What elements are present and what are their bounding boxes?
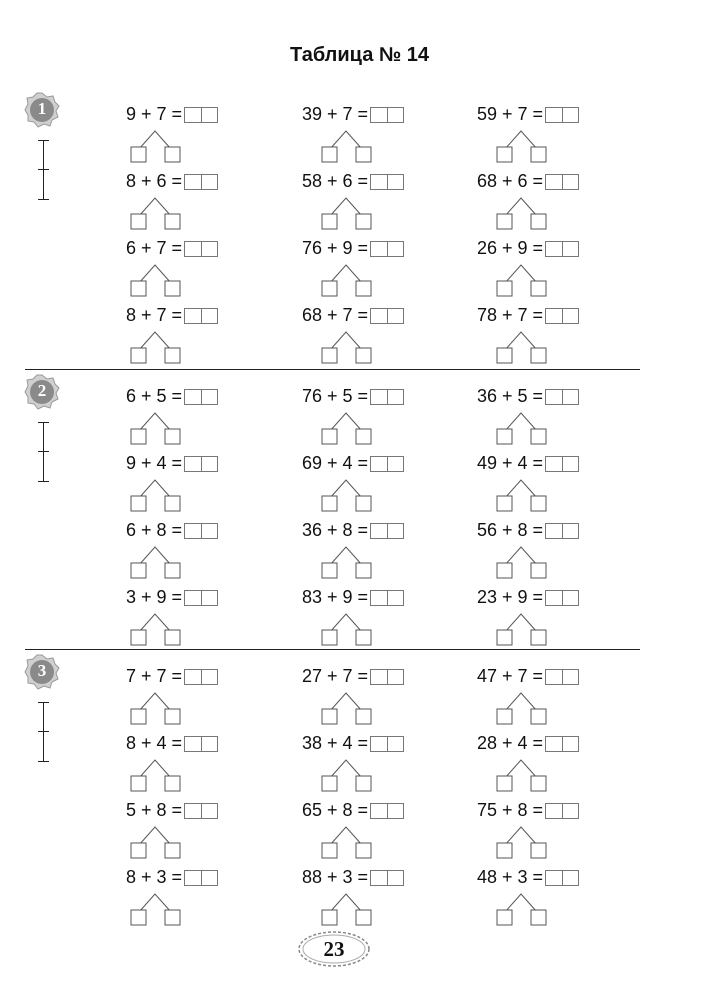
- addition-problem: [431, 239, 581, 299]
- addition-problem: [431, 306, 581, 366]
- addition-problem: [70, 454, 220, 514]
- split-box-left[interactable]: [497, 563, 512, 578]
- split-box-right[interactable]: [531, 281, 546, 296]
- problem-expression: 68 + 7 =: [301, 305, 368, 325]
- problem-expression: 58 + 6 =: [301, 171, 368, 191]
- addition-problem: [256, 387, 406, 447]
- split-box-left[interactable]: [497, 147, 512, 162]
- answer-boxes[interactable]: [545, 590, 579, 606]
- problem-expression: 56 + 8 =: [476, 520, 543, 540]
- split-box-right[interactable]: [356, 348, 371, 363]
- decomposition-diagram: [316, 478, 376, 512]
- problem-expression: 48 + 3 =: [476, 867, 543, 887]
- addition-problem: [431, 105, 581, 165]
- addition-problem: [431, 454, 581, 514]
- addition-problem: [70, 734, 220, 794]
- problem-expression: 65 + 8 =: [301, 800, 368, 820]
- split-box-right[interactable]: [356, 496, 371, 511]
- addition-problem: [431, 387, 581, 447]
- split-box-left[interactable]: [497, 429, 512, 444]
- problem-expression: 7 + 7 =: [125, 666, 182, 686]
- problem-expression: 69 + 4 =: [301, 453, 368, 473]
- problem-expression: 23 + 9 =: [476, 587, 543, 607]
- problem-expression: 27 + 7 =: [301, 666, 368, 686]
- split-box-left[interactable]: [497, 776, 512, 791]
- decomposition-diagram: [125, 758, 185, 792]
- decomposition-diagram: [491, 691, 551, 725]
- problem-expression: 6 + 7 =: [125, 238, 182, 258]
- split-box-left[interactable]: [322, 843, 337, 858]
- split-box-right[interactable]: [356, 281, 371, 296]
- decomposition-diagram: [125, 545, 185, 579]
- problem-expression: 75 + 8 =: [476, 800, 543, 820]
- decomposition-diagram: [316, 411, 376, 445]
- decomposition-diagram: [316, 825, 376, 859]
- split-box-left[interactable]: [322, 630, 337, 645]
- addition-problem: [70, 588, 220, 648]
- answer-boxes[interactable]: [545, 870, 579, 886]
- problem-expression: 39 + 7 =: [301, 104, 368, 124]
- split-box-right[interactable]: [165, 147, 180, 162]
- split-box-right[interactable]: [356, 563, 371, 578]
- answer-boxes[interactable]: [184, 308, 218, 324]
- addition-problem: [70, 172, 220, 232]
- split-box-right[interactable]: [531, 709, 546, 724]
- answer-boxes[interactable]: [370, 107, 404, 123]
- addition-problem: [431, 734, 581, 794]
- decomposition-diagram: [316, 612, 376, 646]
- problem-expression: 38 + 4 =: [301, 733, 368, 753]
- split-box-right[interactable]: [165, 910, 180, 925]
- problem-expression: 28 + 4 =: [476, 733, 543, 753]
- timer-bracket: [38, 140, 50, 200]
- addition-problem: [256, 588, 406, 648]
- split-box-left[interactable]: [131, 910, 146, 925]
- split-box-left[interactable]: [131, 843, 146, 858]
- addition-problem: [256, 667, 406, 727]
- decomposition-diagram: [491, 825, 551, 859]
- split-box-left[interactable]: [131, 563, 146, 578]
- addition-problem: [70, 306, 220, 366]
- split-box-left[interactable]: [131, 429, 146, 444]
- split-box-right[interactable]: [531, 843, 546, 858]
- answer-boxes[interactable]: [370, 590, 404, 606]
- problem-expression: 9 + 4 =: [125, 453, 182, 473]
- split-box-right[interactable]: [165, 429, 180, 444]
- decomposition-diagram: [491, 478, 551, 512]
- split-box-right[interactable]: [165, 843, 180, 858]
- exercise-section: [0, 374, 719, 654]
- problem-expression: 8 + 3 =: [125, 867, 182, 887]
- addition-problem: [256, 868, 406, 928]
- addition-problem: [256, 239, 406, 299]
- split-box-right[interactable]: [165, 563, 180, 578]
- decomposition-diagram: [125, 129, 185, 163]
- split-box-left[interactable]: [322, 348, 337, 363]
- problem-expression: 76 + 5 =: [301, 386, 368, 406]
- problem-expression: 59 + 7 =: [476, 104, 543, 124]
- decomposition-diagram: [491, 411, 551, 445]
- split-box-left[interactable]: [497, 910, 512, 925]
- problem-expression: 8 + 7 =: [125, 305, 182, 325]
- exercise-section: [0, 654, 719, 934]
- addition-problem: [70, 387, 220, 447]
- split-box-right[interactable]: [531, 776, 546, 791]
- decomposition-diagram: [491, 263, 551, 297]
- answer-boxes[interactable]: [184, 456, 218, 472]
- section-number-badge: [24, 374, 60, 410]
- problem-expression: 88 + 3 =: [301, 867, 368, 887]
- addition-problem: [70, 801, 220, 861]
- split-box-right[interactable]: [165, 281, 180, 296]
- split-box-right[interactable]: [356, 843, 371, 858]
- problem-expression: 47 + 7 =: [476, 666, 543, 686]
- page-number: 23: [323, 937, 345, 961]
- addition-problem: [70, 105, 220, 165]
- decomposition-diagram: [125, 263, 185, 297]
- answer-boxes[interactable]: [545, 389, 579, 405]
- decomposition-diagram: [491, 892, 551, 926]
- decomposition-diagram: [125, 612, 185, 646]
- split-box-right[interactable]: [356, 429, 371, 444]
- split-box-left[interactable]: [131, 281, 146, 296]
- decomposition-diagram: [491, 129, 551, 163]
- split-box-right[interactable]: [165, 776, 180, 791]
- problem-expression: 49 + 4 =: [476, 453, 543, 473]
- split-box-left[interactable]: [322, 910, 337, 925]
- split-box-left[interactable]: [497, 709, 512, 724]
- decomposition-diagram: [316, 758, 376, 792]
- split-box-right[interactable]: [531, 348, 546, 363]
- page-number-badge: [296, 928, 372, 970]
- split-box-left[interactable]: [322, 496, 337, 511]
- answer-boxes[interactable]: [184, 523, 218, 539]
- page-title: Таблица № 14: [289, 44, 429, 66]
- decomposition-diagram: [316, 892, 376, 926]
- answer-boxes[interactable]: [184, 174, 218, 190]
- answer-boxes[interactable]: [545, 803, 579, 819]
- decomposition-diagram: [316, 545, 376, 579]
- decomposition-diagram: [491, 612, 551, 646]
- decomposition-diagram: [491, 545, 551, 579]
- section-number-badge: [24, 654, 60, 690]
- split-box-left[interactable]: [322, 281, 337, 296]
- split-box-right[interactable]: [531, 147, 546, 162]
- split-box-right[interactable]: [356, 630, 371, 645]
- answer-boxes[interactable]: [545, 241, 579, 257]
- split-box-right[interactable]: [531, 563, 546, 578]
- split-box-left[interactable]: [131, 496, 146, 511]
- answer-boxes[interactable]: [184, 870, 218, 886]
- answer-boxes[interactable]: [184, 736, 218, 752]
- problem-expression: 36 + 5 =: [476, 386, 543, 406]
- split-box-right[interactable]: [165, 214, 180, 229]
- answer-boxes[interactable]: [545, 669, 579, 685]
- decomposition-diagram: [316, 129, 376, 163]
- addition-problem: [256, 306, 406, 366]
- decomposition-diagram: [125, 892, 185, 926]
- decomposition-diagram: [491, 330, 551, 364]
- split-box-right[interactable]: [165, 709, 180, 724]
- decomposition-diagram: [491, 758, 551, 792]
- split-box-left[interactable]: [322, 563, 337, 578]
- problem-expression: 8 + 4 =: [125, 733, 182, 753]
- split-box-left[interactable]: [322, 776, 337, 791]
- answer-boxes[interactable]: [370, 803, 404, 819]
- split-box-right[interactable]: [531, 630, 546, 645]
- exercise-section: [0, 92, 719, 372]
- split-box-left[interactable]: [131, 348, 146, 363]
- addition-problem: [70, 667, 220, 727]
- timer-bracket: [38, 422, 50, 482]
- section-divider: [25, 369, 640, 370]
- split-box-right[interactable]: [356, 147, 371, 162]
- decomposition-diagram: [125, 691, 185, 725]
- split-box-left[interactable]: [497, 348, 512, 363]
- decomposition-diagram: [125, 330, 185, 364]
- split-box-left[interactable]: [497, 214, 512, 229]
- addition-problem: [431, 667, 581, 727]
- answer-boxes[interactable]: [184, 107, 218, 123]
- decomposition-diagram: [316, 330, 376, 364]
- answer-boxes[interactable]: [184, 389, 218, 405]
- section-divider: [25, 649, 640, 650]
- problem-expression: 68 + 6 =: [476, 171, 543, 191]
- decomposition-diagram: [125, 196, 185, 230]
- split-box-left[interactable]: [322, 214, 337, 229]
- split-box-left[interactable]: [497, 843, 512, 858]
- section-number: 3: [37, 661, 47, 680]
- answer-boxes[interactable]: [370, 241, 404, 257]
- addition-problem: [70, 239, 220, 299]
- addition-problem: [256, 801, 406, 861]
- answer-boxes[interactable]: [370, 669, 404, 685]
- addition-problem: [431, 521, 581, 581]
- addition-problem: [431, 868, 581, 928]
- split-box-left[interactable]: [131, 630, 146, 645]
- answer-boxes[interactable]: [370, 523, 404, 539]
- problem-expression: 8 + 6 =: [125, 171, 182, 191]
- answer-boxes[interactable]: [370, 870, 404, 886]
- addition-problem: [70, 521, 220, 581]
- decomposition-diagram: [125, 411, 185, 445]
- answer-boxes[interactable]: [370, 308, 404, 324]
- section-number: 2: [37, 381, 47, 400]
- split-box-left[interactable]: [322, 709, 337, 724]
- problem-expression: 3 + 9 =: [125, 587, 182, 607]
- split-box-right[interactable]: [356, 910, 371, 925]
- problem-expression: 83 + 9 =: [301, 587, 368, 607]
- problem-expression: 6 + 5 =: [125, 386, 182, 406]
- section-number: 1: [37, 99, 47, 118]
- split-box-right[interactable]: [165, 630, 180, 645]
- problem-expression: 6 + 8 =: [125, 520, 182, 540]
- split-box-right[interactable]: [531, 429, 546, 444]
- split-box-right[interactable]: [356, 709, 371, 724]
- answer-boxes[interactable]: [545, 107, 579, 123]
- problem-expression: 76 + 9 =: [301, 238, 368, 258]
- addition-problem: [431, 172, 581, 232]
- split-box-right[interactable]: [165, 348, 180, 363]
- answer-boxes[interactable]: [184, 669, 218, 685]
- problem-expression: 36 + 8 =: [301, 520, 368, 540]
- addition-problem: [70, 868, 220, 928]
- addition-problem: [256, 734, 406, 794]
- addition-problem: [256, 172, 406, 232]
- decomposition-diagram: [125, 478, 185, 512]
- problem-expression: 26 + 9 =: [476, 238, 543, 258]
- decomposition-diagram: [491, 196, 551, 230]
- answer-boxes[interactable]: [184, 241, 218, 257]
- answer-boxes[interactable]: [370, 736, 404, 752]
- addition-problem: [256, 105, 406, 165]
- problem-expression: 78 + 7 =: [476, 305, 543, 325]
- split-box-right[interactable]: [356, 776, 371, 791]
- split-box-right[interactable]: [531, 496, 546, 511]
- problem-expression: 9 + 7 =: [125, 104, 182, 124]
- answer-boxes[interactable]: [545, 308, 579, 324]
- split-box-left[interactable]: [131, 214, 146, 229]
- answer-boxes[interactable]: [370, 456, 404, 472]
- split-box-right[interactable]: [356, 214, 371, 229]
- answer-boxes[interactable]: [370, 389, 404, 405]
- addition-problem: [431, 588, 581, 648]
- split-box-left[interactable]: [131, 776, 146, 791]
- split-box-left[interactable]: [131, 709, 146, 724]
- addition-problem: [431, 801, 581, 861]
- problem-expression: 5 + 8 =: [125, 800, 182, 820]
- decomposition-diagram: [316, 196, 376, 230]
- split-box-right[interactable]: [531, 214, 546, 229]
- split-box-right[interactable]: [165, 496, 180, 511]
- section-number-badge: [24, 92, 60, 128]
- answer-boxes[interactable]: [184, 590, 218, 606]
- answer-boxes[interactable]: [370, 174, 404, 190]
- split-box-left[interactable]: [497, 281, 512, 296]
- answer-boxes[interactable]: [545, 523, 579, 539]
- decomposition-diagram: [316, 691, 376, 725]
- decomposition-diagram: [316, 263, 376, 297]
- decomposition-diagram: [125, 825, 185, 859]
- timer-bracket: [38, 702, 50, 762]
- addition-problem: [256, 454, 406, 514]
- split-box-left[interactable]: [322, 429, 337, 444]
- addition-problem: [256, 521, 406, 581]
- split-box-left[interactable]: [131, 147, 146, 162]
- answer-boxes[interactable]: [545, 736, 579, 752]
- answer-boxes[interactable]: [545, 456, 579, 472]
- split-box-left[interactable]: [497, 630, 512, 645]
- split-box-right[interactable]: [531, 910, 546, 925]
- split-box-left[interactable]: [497, 496, 512, 511]
- split-box-left[interactable]: [322, 147, 337, 162]
- answer-boxes[interactable]: [184, 803, 218, 819]
- answer-boxes[interactable]: [545, 174, 579, 190]
